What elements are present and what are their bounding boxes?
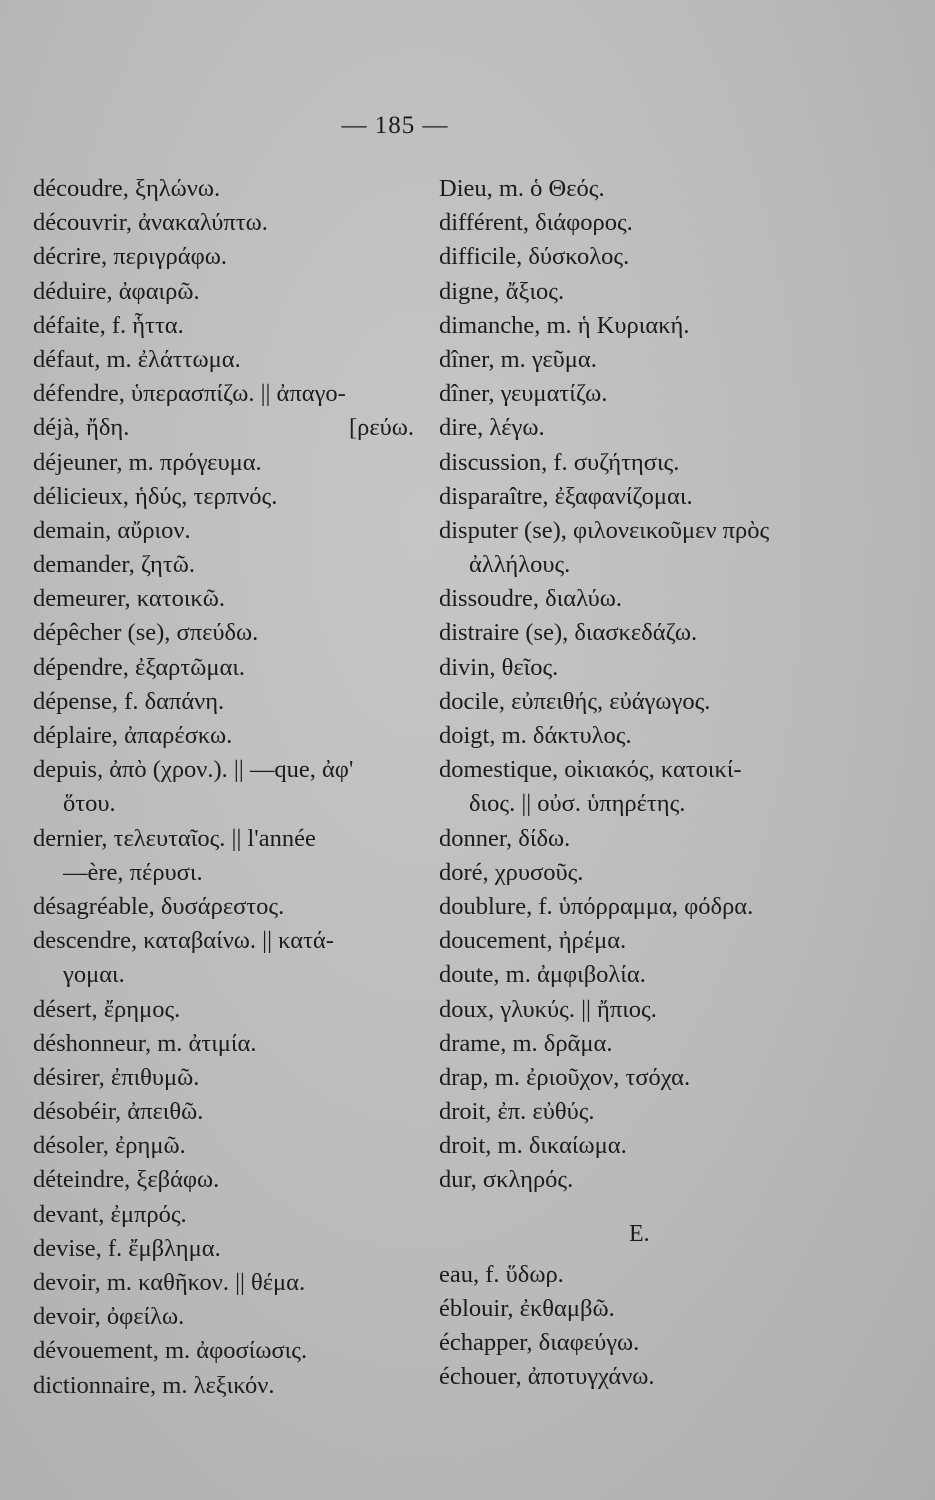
dictionary-entry: déduire, ἀφαιρῶ. — [33, 277, 200, 305]
dictionary-entry: demain, αὔριον. — [33, 516, 191, 544]
dictionary-entry: doigt, m. δάκτυλος. — [439, 722, 632, 749]
dictionary-entry: doublure, f. ὑπόρραμμα, φόδρα. — [439, 892, 754, 920]
page-number: — 185 — — [341, 112, 449, 139]
dictionary-entry: délicieux, ἡδύς, τερπνός. — [33, 482, 278, 510]
dictionary-entry: déplaire, ἀπαρέσκω. — [33, 722, 233, 749]
dictionary-entry: droit, m. δικαίωμα. — [439, 1132, 627, 1160]
dictionary-entry: éblouir, ἐκθαμβῶ. — [439, 1294, 615, 1322]
dictionary-entry: doré, χρυσοῦς. — [439, 858, 584, 886]
dictionary-entry: devise, f. ἔμβλημα. — [33, 1234, 221, 1262]
dictionary-entry: devoir, ὀφείλω. — [33, 1303, 185, 1331]
dictionary-entry: doux, γλυκύς. || ἤπιος. — [439, 995, 657, 1023]
dictionary-entry: drame, m. δρᾶμα. — [439, 1029, 613, 1057]
dictionary-entry-text: déjà, ἤδη. — [33, 414, 130, 442]
dictionary-entry: désert, ἔρημος. — [33, 995, 181, 1023]
dictionary-entry-with-note — [33, 411, 423, 445]
left-column — [33, 172, 423, 1403]
continuation-note: [ρεύω. — [349, 414, 415, 442]
dictionary-entry: demander, ζητῶ. — [33, 551, 195, 579]
dictionary-entry: désirer, ἐπιθυμῶ. — [33, 1063, 200, 1091]
dictionary-entry: devant, ἐμπρός. — [33, 1200, 187, 1228]
dictionary-entry: dire, λέγω. — [439, 414, 545, 442]
dictionary-entry: donner, δίδω. — [439, 824, 571, 852]
dictionary-entry-continuation: ὅτου. — [63, 790, 116, 818]
dictionary-entry: descendre, καταβαίνω. || κατά- — [33, 927, 334, 955]
dictionary-entry: dernier, τελευταῖος. || l'année — [33, 824, 316, 852]
dictionary-entry: dictionnaire, m. λεξικόν. — [33, 1371, 275, 1399]
dictionary-entry-continuation: —ère, πέρυσι. — [63, 858, 203, 886]
dictionary-entry: divin, θεῖος. — [439, 653, 559, 681]
dictionary-entry: déteindre, ξεβάφω. — [33, 1166, 220, 1194]
dictionary-entry: domestique, οἰκιακός, κατοικί- — [439, 756, 742, 784]
dictionary-entry: dépense, f. δαπάνη. — [33, 687, 225, 715]
section-heading-e: E. — [629, 1220, 650, 1247]
dictionary-entry: échouer, ἀποτυγχάνω. — [439, 1363, 655, 1391]
dictionary-entry: échapper, διαφεύγω. — [439, 1329, 640, 1356]
dictionary-entry: distraire (se), διασκεδάζω. — [439, 619, 698, 647]
dictionary-entry: disputer (se), φιλονεικοῦμεν πρὸς — [439, 516, 770, 544]
dictionary-entry: déshonneur, m. ἀτιμία. — [33, 1029, 257, 1057]
dictionary-entry: Dieu, m. ὁ Θεός. — [439, 175, 605, 202]
dictionary-entry: devoir, m. καθῆκον. || θέμα. — [33, 1269, 306, 1296]
dictionary-entry: dépêcher (se), σπεύδω. — [33, 619, 259, 647]
dictionary-entry: dimanche, m. ἡ Κυριακή. — [439, 311, 690, 339]
dictionary-entry: eau, f. ὕδωρ. — [439, 1260, 564, 1288]
dictionary-entry: différent, διάφορος. — [439, 209, 633, 237]
dictionary-entry: découdre, ξηλώνω. — [33, 175, 221, 202]
dictionary-entry: désagréable, δυσάρεστος. — [33, 892, 285, 920]
dictionary-entry: dîner, m. γεῦμα. — [439, 345, 597, 373]
dictionary-entry: désobéir, ἀπειθῶ. — [33, 1098, 204, 1126]
dictionary-entry: doute, m. ἀμφιβολία. — [439, 961, 646, 989]
dictionary-entry: dissoudre, διαλύω. — [439, 585, 622, 613]
dictionary-entry: discussion, f. συζήτησις. — [439, 448, 680, 476]
dictionary-entry: décrire, περιγράφω. — [33, 243, 228, 271]
dictionary-entry: depuis, ἀπὸ (χρον.). || —que, ἀφ' — [33, 756, 354, 784]
dictionary-entry: dîner, γευματίζω. — [439, 380, 608, 408]
right-column — [439, 172, 859, 1394]
dictionary-entry: dur, σκληρός. — [439, 1166, 574, 1194]
dictionary-entry: découvrir, ἀνακαλύπτω. — [33, 209, 268, 237]
dictionary-entry: désoler, ἐρημῶ. — [33, 1132, 186, 1160]
dictionary-entry: défendre, ὑπερασπίζω. || ἀπαγο- — [33, 380, 346, 408]
dictionary-entry: docile, εὐπειθής, εὐάγωγος. — [439, 687, 711, 715]
dictionary-entry: drap, m. ἐριοῦχον, τσόχα. — [439, 1063, 691, 1091]
dictionary-entry: dévouement, m. ἀφοσίωσις. — [33, 1337, 308, 1365]
dictionary-entry: dépendre, ἐξαρτῶμαι. — [33, 653, 246, 681]
dictionary-entry-continuation: ἀλλήλους. — [469, 551, 571, 579]
dictionary-entry: disparaître, ἐξαφανίζομαι. — [439, 482, 693, 510]
dictionary-entry: digne, ἄξιος. — [439, 277, 565, 305]
dictionary-entry: déjeuner, m. πρόγευμα. — [33, 448, 262, 476]
dictionary-entry-continuation: γομαι. — [63, 961, 125, 989]
dictionary-entry: difficile, δύσκολος. — [439, 243, 630, 271]
dictionary-entry-continuation: διος. || οὐσ. ὑπηρέτης. — [469, 790, 686, 818]
dictionary-entry: défaite, f. ἧττα. — [33, 311, 184, 339]
dictionary-entry: doucement, ἠρέμα. — [439, 927, 627, 955]
dictionary-entry: défaut, m. ἐλάττωμα. — [33, 345, 241, 373]
dictionary-entry: demeurer, κατοικῶ. — [33, 585, 226, 613]
dictionary-entry: droit, ἐπ. εὐθύς. — [439, 1098, 595, 1126]
